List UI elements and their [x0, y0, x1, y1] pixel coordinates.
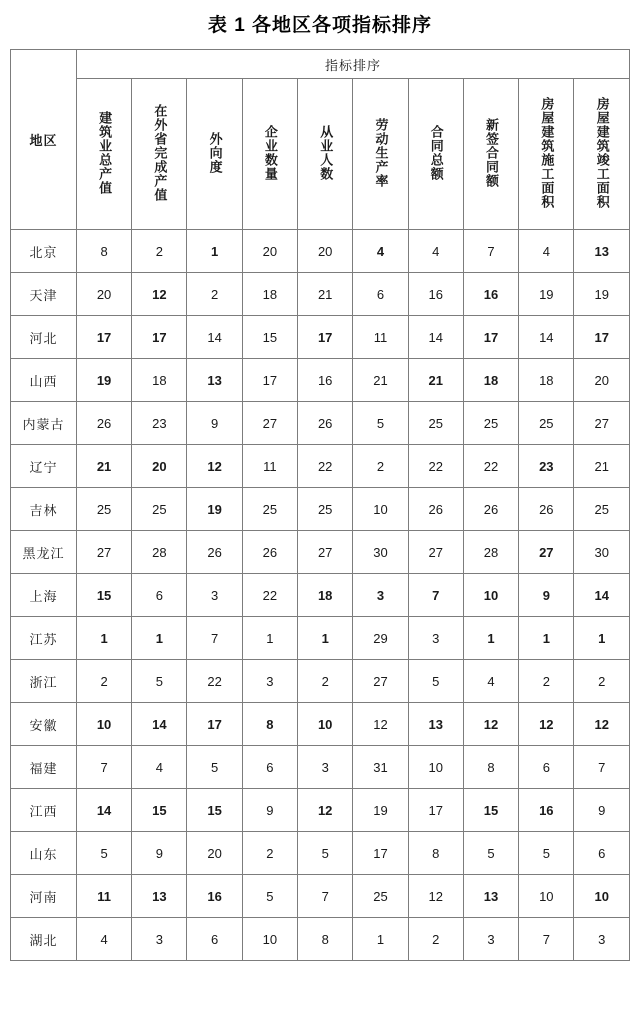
region-cell: 安徽 — [11, 703, 77, 746]
rank-cell: 19 — [76, 359, 131, 402]
rank-cell: 1 — [353, 918, 408, 961]
rank-cell: 5 — [187, 746, 242, 789]
rank-cell: 3 — [408, 617, 463, 660]
table-row — [11, 359, 630, 402]
rank-cell: 26 — [408, 488, 463, 531]
rank-cell: 27 — [76, 531, 131, 574]
rank-cell: 7 — [463, 230, 518, 273]
rank-cell: 4 — [353, 230, 408, 273]
table-row — [11, 746, 630, 789]
column-header-4: 从业人数 — [298, 79, 353, 230]
rank-cell: 16 — [519, 789, 574, 832]
rank-cell: 17 — [132, 316, 187, 359]
rank-cell: 8 — [408, 832, 463, 875]
rank-cell: 3 — [242, 660, 297, 703]
table-body — [11, 230, 630, 961]
column-group-header: 指标排序 — [76, 50, 629, 79]
table-row — [11, 273, 630, 316]
rank-cell: 1 — [519, 617, 574, 660]
rank-cell: 5 — [408, 660, 463, 703]
table-row — [11, 230, 630, 273]
rank-cell: 3 — [187, 574, 242, 617]
region-cell: 内蒙古 — [11, 402, 77, 445]
rank-cell: 26 — [298, 402, 353, 445]
rank-cell: 18 — [132, 359, 187, 402]
rank-cell: 26 — [187, 531, 242, 574]
rank-cell: 8 — [298, 918, 353, 961]
rank-cell: 5 — [242, 875, 297, 918]
rank-cell: 8 — [242, 703, 297, 746]
rank-cell: 6 — [242, 746, 297, 789]
region-cell: 浙江 — [11, 660, 77, 703]
rank-cell: 25 — [574, 488, 630, 531]
column-header-6: 合同总额 — [408, 79, 463, 230]
rank-cell: 4 — [132, 746, 187, 789]
column-header-1: 在外省完成产值 — [132, 79, 187, 230]
rank-cell: 5 — [76, 832, 131, 875]
rank-cell: 2 — [574, 660, 630, 703]
rank-cell: 14 — [574, 574, 630, 617]
table-row — [11, 531, 630, 574]
rank-cell: 22 — [187, 660, 242, 703]
rank-cell: 10 — [76, 703, 131, 746]
region-cell: 福建 — [11, 746, 77, 789]
rank-cell: 13 — [132, 875, 187, 918]
rank-cell: 23 — [132, 402, 187, 445]
rank-cell: 9 — [574, 789, 630, 832]
rank-cell: 12 — [574, 703, 630, 746]
rank-cell: 22 — [242, 574, 297, 617]
rank-cell: 12 — [298, 789, 353, 832]
rank-cell: 25 — [242, 488, 297, 531]
rank-cell: 15 — [187, 789, 242, 832]
rank-cell: 4 — [463, 660, 518, 703]
rank-cell: 10 — [298, 703, 353, 746]
region-cell: 上海 — [11, 574, 77, 617]
rank-cell: 20 — [574, 359, 630, 402]
table-row — [11, 875, 630, 918]
rank-cell: 10 — [408, 746, 463, 789]
rank-cell: 29 — [353, 617, 408, 660]
rank-cell: 25 — [463, 402, 518, 445]
rank-cell: 20 — [132, 445, 187, 488]
rank-cell: 5 — [519, 832, 574, 875]
rank-cell: 16 — [298, 359, 353, 402]
rank-cell: 2 — [519, 660, 574, 703]
column-header-0: 建筑业总产值 — [76, 79, 131, 230]
rank-cell: 21 — [574, 445, 630, 488]
region-cell: 辽宁 — [11, 445, 77, 488]
rank-cell: 4 — [519, 230, 574, 273]
rank-cell: 20 — [76, 273, 131, 316]
rank-cell: 3 — [353, 574, 408, 617]
region-cell: 北京 — [11, 230, 77, 273]
rank-cell: 17 — [574, 316, 630, 359]
rank-cell: 17 — [187, 703, 242, 746]
rank-cell: 14 — [408, 316, 463, 359]
rank-cell: 26 — [519, 488, 574, 531]
rank-cell: 1 — [574, 617, 630, 660]
rank-cell: 3 — [132, 918, 187, 961]
column-header-5: 劳动生产率 — [353, 79, 408, 230]
rank-cell: 15 — [242, 316, 297, 359]
rank-cell: 20 — [298, 230, 353, 273]
rank-cell: 25 — [353, 875, 408, 918]
rank-cell: 18 — [298, 574, 353, 617]
rank-cell: 6 — [574, 832, 630, 875]
rank-cell: 17 — [298, 316, 353, 359]
rank-cell: 27 — [353, 660, 408, 703]
rank-cell: 18 — [463, 359, 518, 402]
rank-cell: 12 — [463, 703, 518, 746]
rank-cell: 16 — [187, 875, 242, 918]
rank-cell: 19 — [574, 273, 630, 316]
rank-cell: 25 — [408, 402, 463, 445]
rank-cell: 12 — [408, 875, 463, 918]
rank-cell: 9 — [242, 789, 297, 832]
rank-cell: 3 — [298, 746, 353, 789]
rank-cell: 9 — [187, 402, 242, 445]
rank-cell: 11 — [76, 875, 131, 918]
rank-cell: 27 — [242, 402, 297, 445]
rank-cell: 6 — [353, 273, 408, 316]
rank-cell: 1 — [76, 617, 131, 660]
rank-cell: 12 — [353, 703, 408, 746]
region-cell: 吉林 — [11, 488, 77, 531]
rank-cell: 8 — [76, 230, 131, 273]
rank-cell: 12 — [187, 445, 242, 488]
rank-cell: 2 — [242, 832, 297, 875]
table-header — [11, 50, 630, 230]
rank-cell: 7 — [76, 746, 131, 789]
column-header-8: 房屋建筑施工面积 — [519, 79, 574, 230]
region-cell: 山东 — [11, 832, 77, 875]
rank-cell: 17 — [353, 832, 408, 875]
rank-cell: 17 — [242, 359, 297, 402]
region-cell: 湖北 — [11, 918, 77, 961]
rank-cell: 13 — [408, 703, 463, 746]
rank-cell: 17 — [76, 316, 131, 359]
rank-cell: 21 — [353, 359, 408, 402]
rank-cell: 13 — [574, 230, 630, 273]
rank-cell: 14 — [519, 316, 574, 359]
rank-cell: 12 — [132, 273, 187, 316]
rank-cell: 18 — [519, 359, 574, 402]
header-row-group — [11, 50, 630, 79]
column-header-2: 外向度 — [187, 79, 242, 230]
rank-cell: 2 — [132, 230, 187, 273]
rank-cell: 6 — [519, 746, 574, 789]
rank-cell: 7 — [187, 617, 242, 660]
region-cell: 黑龙江 — [11, 531, 77, 574]
rank-cell: 5 — [463, 832, 518, 875]
region-cell: 江苏 — [11, 617, 77, 660]
rank-cell: 11 — [353, 316, 408, 359]
rank-cell: 10 — [242, 918, 297, 961]
rank-cell: 14 — [132, 703, 187, 746]
rank-cell: 2 — [298, 660, 353, 703]
header-row-columns — [11, 79, 630, 230]
region-cell: 山西 — [11, 359, 77, 402]
rank-cell: 13 — [463, 875, 518, 918]
rank-cell: 3 — [574, 918, 630, 961]
rank-cell: 25 — [76, 488, 131, 531]
rank-cell: 5 — [353, 402, 408, 445]
table-row — [11, 445, 630, 488]
rank-cell: 9 — [132, 832, 187, 875]
rank-cell: 16 — [463, 273, 518, 316]
table-row — [11, 402, 630, 445]
table-row — [11, 703, 630, 746]
rank-cell: 27 — [408, 531, 463, 574]
page-title: 表 1 各地区各项指标排序 — [207, 15, 433, 36]
rank-cell: 6 — [187, 918, 242, 961]
table-row — [11, 488, 630, 531]
rank-cell: 22 — [408, 445, 463, 488]
column-header-7: 新签合同额 — [463, 79, 518, 230]
table-row — [11, 918, 630, 961]
rank-cell: 14 — [187, 316, 242, 359]
rank-cell: 19 — [187, 488, 242, 531]
rank-cell: 15 — [463, 789, 518, 832]
rank-cell: 10 — [463, 574, 518, 617]
rank-cell: 5 — [298, 832, 353, 875]
rank-cell: 5 — [132, 660, 187, 703]
rank-cell: 1 — [298, 617, 353, 660]
region-cell: 江西 — [11, 789, 77, 832]
rank-cell: 8 — [463, 746, 518, 789]
rank-cell: 2 — [408, 918, 463, 961]
rank-cell: 30 — [353, 531, 408, 574]
rank-cell: 13 — [187, 359, 242, 402]
table-row — [11, 316, 630, 359]
rank-cell: 31 — [353, 746, 408, 789]
rank-cell: 9 — [519, 574, 574, 617]
region-cell: 河南 — [11, 875, 77, 918]
rank-cell: 2 — [353, 445, 408, 488]
rank-cell: 4 — [408, 230, 463, 273]
rank-cell: 3 — [463, 918, 518, 961]
rank-cell: 14 — [76, 789, 131, 832]
rank-cell: 7 — [408, 574, 463, 617]
rank-cell: 27 — [574, 402, 630, 445]
rank-cell: 1 — [187, 230, 242, 273]
rank-cell: 20 — [242, 230, 297, 273]
column-header-region: 地区 — [11, 50, 77, 230]
ranking-table — [10, 49, 630, 961]
rank-cell: 10 — [353, 488, 408, 531]
rank-cell: 15 — [132, 789, 187, 832]
rank-cell: 10 — [519, 875, 574, 918]
rank-cell: 16 — [408, 273, 463, 316]
rank-cell: 27 — [519, 531, 574, 574]
rank-cell: 21 — [408, 359, 463, 402]
rank-cell: 7 — [519, 918, 574, 961]
rank-cell: 25 — [298, 488, 353, 531]
rank-cell: 15 — [76, 574, 131, 617]
table-row — [11, 660, 630, 703]
table-row — [11, 574, 630, 617]
rank-cell: 10 — [574, 875, 630, 918]
rank-cell: 18 — [242, 273, 297, 316]
rank-cell: 25 — [519, 402, 574, 445]
rank-cell: 26 — [76, 402, 131, 445]
rank-cell: 30 — [574, 531, 630, 574]
rank-cell: 20 — [187, 832, 242, 875]
rank-cell: 2 — [76, 660, 131, 703]
rank-cell: 28 — [463, 531, 518, 574]
rank-cell: 21 — [298, 273, 353, 316]
rank-cell: 26 — [463, 488, 518, 531]
rank-cell: 22 — [298, 445, 353, 488]
rank-cell: 17 — [463, 316, 518, 359]
rank-cell: 19 — [353, 789, 408, 832]
rank-cell: 2 — [187, 273, 242, 316]
rank-cell: 12 — [519, 703, 574, 746]
column-header-3: 企业数量 — [242, 79, 297, 230]
rank-cell: 19 — [519, 273, 574, 316]
rank-cell: 1 — [132, 617, 187, 660]
table-row — [11, 832, 630, 875]
table-row — [11, 617, 630, 660]
rank-cell: 22 — [463, 445, 518, 488]
column-header-9: 房屋建筑竣工面积 — [574, 79, 630, 230]
rank-cell: 27 — [298, 531, 353, 574]
rank-cell: 25 — [132, 488, 187, 531]
rank-cell: 4 — [76, 918, 131, 961]
region-cell: 河北 — [11, 316, 77, 359]
rank-cell: 23 — [519, 445, 574, 488]
rank-cell: 6 — [132, 574, 187, 617]
table-row — [11, 789, 630, 832]
rank-cell: 21 — [76, 445, 131, 488]
rank-cell: 28 — [132, 531, 187, 574]
region-cell: 天津 — [11, 273, 77, 316]
rank-cell: 7 — [298, 875, 353, 918]
rank-cell: 7 — [574, 746, 630, 789]
rank-cell: 17 — [408, 789, 463, 832]
rank-cell: 26 — [242, 531, 297, 574]
rank-cell: 1 — [463, 617, 518, 660]
rank-cell: 1 — [242, 617, 297, 660]
rank-cell: 11 — [242, 445, 297, 488]
